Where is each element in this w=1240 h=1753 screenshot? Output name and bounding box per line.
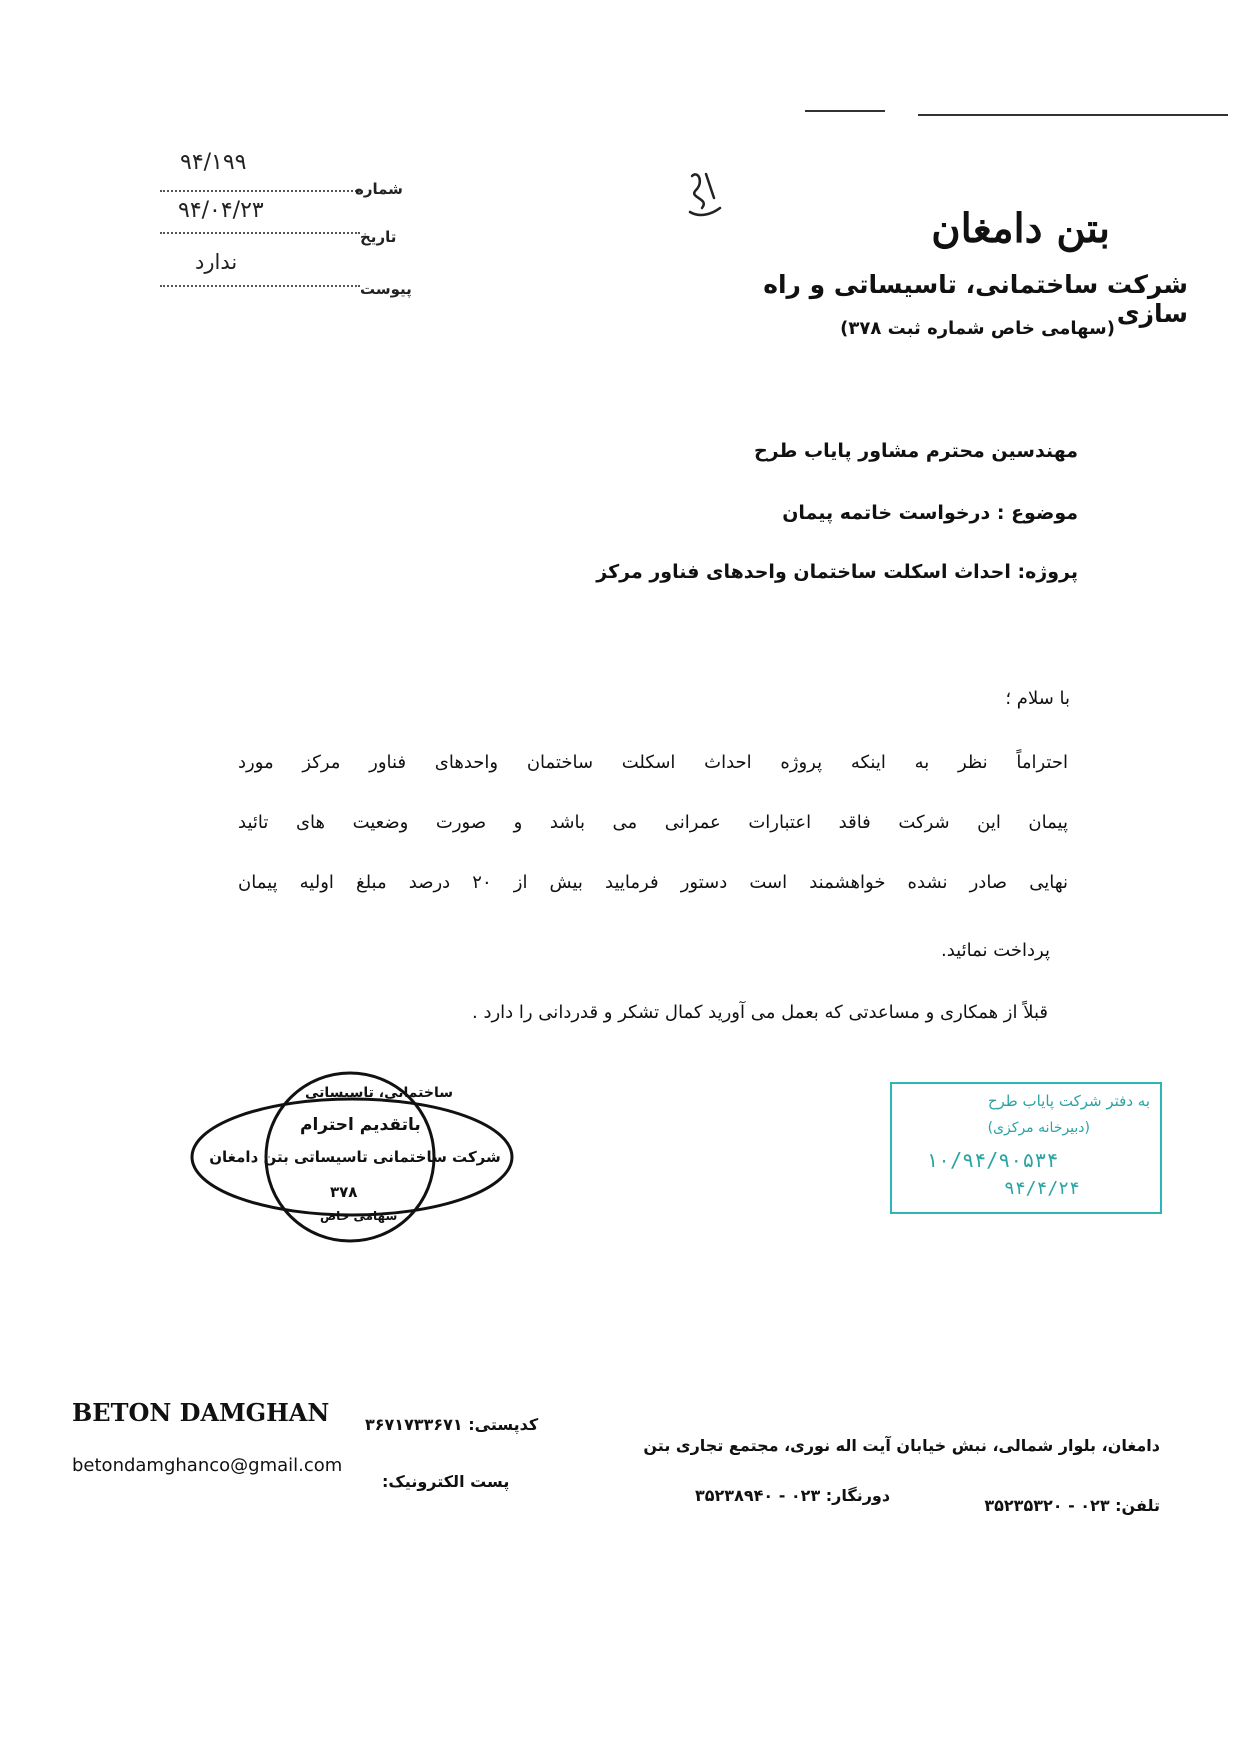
footer-postal-code: کدپستی: ۳۶۷۱۷۳۳۶۷۱ bbox=[365, 1415, 539, 1434]
footer-address: دامغان، بلوار شمالی، نبش خیابان آیت اله نوری، مجتمع تجاری بتن bbox=[643, 1436, 1160, 1455]
footer-email[interactable]: betondamghanco@gmail.com bbox=[72, 1455, 343, 1476]
company-registration: (سهامی خاص شماره ثبت ۳۷۸) bbox=[840, 318, 1115, 339]
footer-phone: تلفن: ۰۲۳ - ۳۵۲۳۵۳۲۰ bbox=[984, 1496, 1160, 1515]
top-rule-long bbox=[918, 114, 1228, 116]
letter-greeting: با سلام ؛ bbox=[1005, 688, 1070, 709]
seal-company-text: شرکت ساختمانی تاسیساتی بتن دامغان bbox=[209, 1148, 501, 1166]
seal-number: ۳۷۸ bbox=[330, 1183, 358, 1201]
footer-brand: BETON DAMGHAN bbox=[72, 1398, 330, 1427]
brand-name: بتن دامغان bbox=[931, 205, 1110, 252]
top-rule-short bbox=[805, 110, 885, 112]
number-dotted-line bbox=[160, 190, 360, 192]
seal-top-text: ساختمانی، تاسیساتی bbox=[305, 1085, 454, 1101]
letter-number-value: ۹۴/۱۹۹ bbox=[180, 150, 247, 175]
registry-stamp-date: ۹۴/۴/۲۴ bbox=[1004, 1178, 1080, 1199]
letter-body-line: احتراماً نظر به اینکه پروژه احداث اسکلت ساختمان واحدهای فناور مرکز مورد bbox=[238, 752, 1068, 773]
attachment-label: پیوست bbox=[360, 280, 412, 298]
registry-stamp bbox=[890, 1082, 1162, 1214]
attachment-value: ندارد bbox=[195, 250, 238, 274]
company-seal bbox=[180, 1065, 525, 1250]
letter-date-label: تاریخ bbox=[360, 228, 397, 246]
letter-body-line: نهایی صادر نشده خواهشمند است دستور فرمایید بیش از ۲۰ درصد مبلغ اولیه پیمان bbox=[238, 872, 1068, 893]
letter-subject: موضوع : درخواست خاتمه پیمان bbox=[782, 502, 1078, 524]
registry-stamp-number: ۱۰/۹۴/۹۰۵۳۴ bbox=[926, 1148, 1059, 1172]
seal-middle-text: باتقدیم احترام bbox=[300, 1115, 421, 1135]
letter-number-label: شماره bbox=[355, 180, 403, 198]
seal-type: سهامی خاص bbox=[320, 1209, 398, 1223]
attachment-dotted-line bbox=[160, 285, 360, 287]
letter-recipient: مهندسین محترم مشاور پایاب طرح bbox=[753, 440, 1078, 462]
letter-project: پروژه: احداث اسکلت ساختمان واحدهای فناور مرکز bbox=[596, 561, 1078, 583]
registry-stamp-recipient: به دفتر شرکت پایاب طرح bbox=[987, 1092, 1150, 1110]
letter-body-line: پرداخت نمائید. bbox=[941, 940, 1050, 961]
registry-stamp-office: (دبیرخانه مرکزی) bbox=[987, 1120, 1090, 1136]
date-dotted-line bbox=[160, 232, 360, 234]
letter-closing: قبلاً از همکاری و مساعدتی که بعمل می آورید کمال تشکر و قدردانی را دارد . bbox=[472, 1002, 1048, 1023]
letter-date-value: ۹۴/۰۴/۲۳ bbox=[178, 198, 264, 223]
basmala-signature-icon bbox=[684, 168, 724, 220]
footer-fax: دورنگار: ۰۲۳ - ۳۵۲۳۸۹۴۰ bbox=[695, 1486, 891, 1505]
footer-email-label: پست الکترونیک: bbox=[382, 1472, 510, 1491]
letter-body-line: پیمان این شرکت فاقد اعتبارات عمرانی می باشد و صورت وضعیت های تائید bbox=[238, 812, 1068, 833]
company-description: شرکت ساختمانی، تاسیساتی و راه سازی bbox=[763, 270, 1188, 328]
